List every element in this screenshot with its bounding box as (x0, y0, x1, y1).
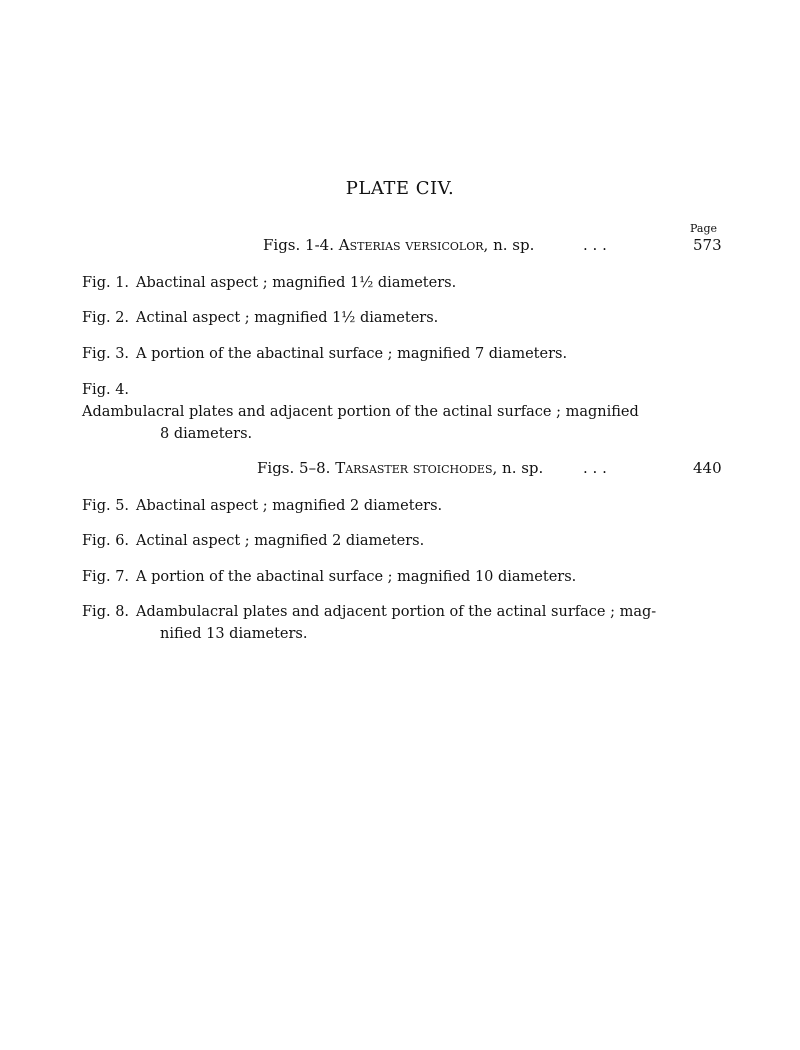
figure-text: Adambulacral plates and adjacent portion of the actinal surface ; mag- (136, 604, 657, 620)
figs-range-label: Figs. 5–8. (257, 459, 331, 477)
species-suffix: , n. sp. (483, 236, 535, 254)
figure-text: Actinal aspect ; magnified 2 diameters. (136, 533, 425, 549)
figure-number: Fig. 7. (82, 569, 130, 585)
leader-dots: . . . (583, 459, 607, 477)
figure-number: Fig. 1. (82, 275, 130, 291)
figure-number: Fig. 5. (82, 498, 130, 514)
figure-caption (82, 307, 682, 329)
figure-caption (82, 495, 682, 517)
figure-text-continuation: nified 13 diameters. (160, 626, 308, 642)
species-name: Tarsaster stoichodes (335, 459, 493, 477)
figure-number: Fig. 2. (82, 310, 130, 326)
figure-text-continuation: 8 diameters. (160, 426, 253, 442)
figure-text: A portion of the abactinal surface ; magnified 7 diameters. (136, 346, 568, 362)
figure-number: Fig. 3. (82, 346, 130, 362)
page-number: 440 (693, 459, 722, 477)
figure-number: Fig. 6. (82, 533, 130, 549)
figure-group-heading (0, 236, 800, 258)
figure-number: Fig. 4. (82, 382, 130, 398)
figure-caption (82, 272, 682, 294)
figure-caption (82, 601, 682, 645)
species-name: Asterias versicolor (338, 236, 484, 254)
plate-title: PLATE CIV. (345, 178, 455, 199)
figure-text: Abactinal aspect ; magnified 2 diameters. (136, 498, 443, 514)
figure-text: Adambulacral plates and adjacent portion of the actinal surface ; magnified (82, 404, 639, 420)
figure-text: A portion of the abactinal surface ; magnified 10 diameters. (136, 569, 577, 585)
figure-text: Abactinal aspect ; magnified 1½ diameters. (136, 275, 457, 291)
figure-text: Actinal aspect ; magnified 1½ diameters. (136, 310, 439, 326)
page-number: 573 (693, 236, 722, 254)
figure-caption (82, 530, 682, 552)
page-column-label: Page (690, 222, 718, 235)
figure-caption (82, 566, 682, 588)
species-suffix: , n. sp. (492, 459, 544, 477)
figure-group-heading (0, 459, 800, 481)
figure-caption (82, 343, 682, 365)
leader-dots: . . . (583, 236, 607, 254)
figure-caption (82, 379, 682, 445)
figure-number: Fig. 8. (82, 604, 130, 620)
figs-range-label: Figs. 1-4. (263, 236, 334, 254)
